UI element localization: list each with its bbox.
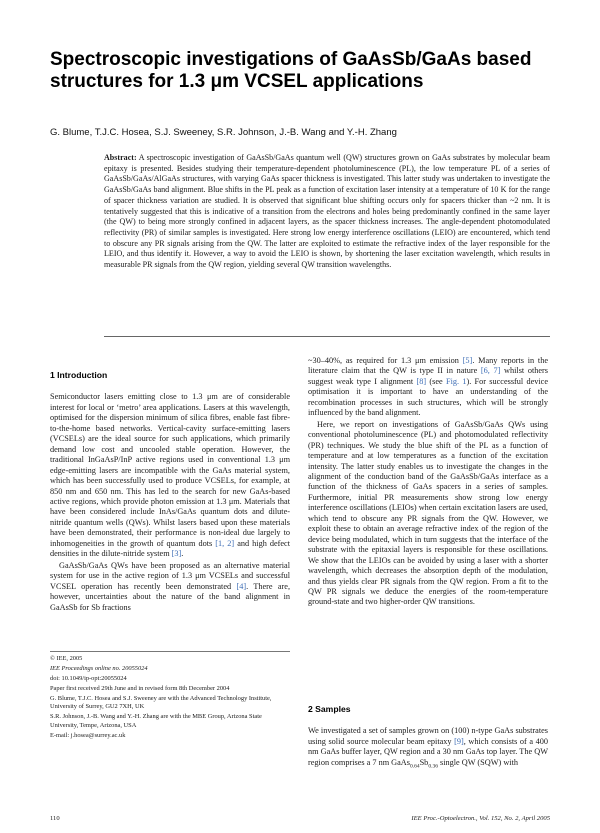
author-list: G. Blume, T.J.C. Hosea, S.J. Sweeney, S.R. Johnson, J.-B. Wang and Y.-H. Zhang — [50, 127, 397, 138]
citation-link[interactable]: [9] — [454, 736, 464, 746]
proceedings-number: IEE Proceedings online no. 20055024 — [50, 665, 148, 672]
left-column — [50, 370, 290, 614]
intro-p3-text: ~30–40%, as required for 1.3 μm emission — [308, 356, 459, 365]
samples-text-b: , which consists of a 400 nm GaAs buffer layer, QW region and a 30 nm GaAs top layer. The QW region comprises a 7 nm GaAs — [308, 736, 549, 767]
intro-p3-text-d: (see — [429, 376, 443, 386]
citation-link[interactable]: [3] — [171, 549, 182, 559]
abstract-text: A spectroscopic investigation of GaAsSb/GaAs quantum well (QW) structures grown on GaAs substrates by molecular beam epitaxy is presented. Besides studying their temperature-dependent photoluminescence (PL), the low temperature PL of a series of GaAsSb/GaAs/AlGaAs structures, with varying GaAs spacer thickness is investigated. This latter study was undertaken to investigate the GaAsSb/GaAs band alignment. Blue shifts in the PL peak as a function of excitation laser intensity at a temperature of 10 K for the range of spacer thickness variation are studied. It is observed that significant blue shifting occurs only for spacers thicker than ~2 nm. It is tentatively suggested that this is indicative of a transition from the electrons and holes being predominantly confined in the same layer (the QW) to being more strongly confined in adjacent layers, as the spacer thickness increases. The angle-dependent photomodulated reflectivity (PR) of similar samples is investigated. Here strong low energy interference oscillations (LEIO) are encountered, which tend to obscure any PR signals arising from the QW. The latter are exploited to estimate the refractive index of the layer responsible for the LEIO, and thus identify it. However, a way to avoid the LEIO is shown, by shortening the laser excitation wavelength, which results in measurable PR signals from the QW region, yielding several QW transition wavelengths. — [104, 153, 551, 270]
doi: doi: 10.1049/ip-opt:20055024 — [50, 675, 127, 682]
intro-p3-text-e: ). For successful device optimisation it is important to have an understanding of the recombination processes in such structures, which will be strongly influenced by the band alignment. — [308, 376, 549, 418]
intro-paragraph-1: Semiconductor lasers emitting close to 1.3 μm are of considerable interest for local or ‘metro’ area applications. Lasers at this wavelength, optimised for the dispersion minimum of silica fibres, enable fast fibre-to-the-home based networks. Vertical-cavity surface-emitting lasers (VCSELs) are the ideal source for such applications, which primarily demand low cost and uncooled stable operation. However, the traditional InGaAsP/InP active regions used in conventional 1.3 μm edge-emitting lasers are incompatible with the GaAs material system, which has been successfully used to produce VCSELs, for example, at 850 nm and 650 nm. This has led to the search for new GaAs-based active regions, which provide photon emission at 1.3 μm. Materials that have been considered include InAs/GaAs quantum dots and dilute-nitride quantum wells (QWs). Whilst lasers based upon these materials have been demonstrated, their performance is non-ideal due largely to inhomogeneities in the growth of quantum dots [1, 2] and high defect densities in the dilute-nitride system [3]. — [50, 392, 291, 559]
citation-link[interactable]: [5] — [462, 356, 473, 365]
section-1-heading: 1 Introduction — [50, 370, 108, 380]
section-2 — [308, 704, 548, 772]
intro-p3-text-c: whilst others suggest weak type I alignment — [308, 366, 549, 386]
copyright: © IEE, 2005 — [50, 655, 83, 662]
section-2-heading: 2 Samples — [308, 704, 351, 714]
figure-link[interactable]: Fig. 1 — [445, 376, 467, 386]
article-metadata — [50, 651, 290, 742]
citation-link[interactable]: [1, 2] — [215, 538, 235, 548]
contact-email[interactable]: E-mail: j.hosea@surrey.ac.uk — [50, 731, 126, 739]
right-column — [308, 356, 548, 609]
abstract — [104, 153, 550, 271]
page-number: 110 — [50, 815, 60, 822]
affiliation-surrey: G. Blume, T.J.C. Hosea and S.J. Sweeney are with the Advanced Technology Institute, University of Surrey, GU2 7XH, UK — [50, 695, 272, 711]
metadata-divider — [50, 651, 290, 652]
intro-p1-tail: and high defect densities in the dilute-nitride system — [50, 538, 291, 559]
paper-title: Spectroscopic investigations of GaAsSb/GaAs based structures for 1.3 μm VCSEL applications — [50, 49, 532, 92]
samples-text-d: single QW (SQW) with — [437, 757, 518, 767]
abstract-label: Abstract: — [104, 153, 137, 162]
abstract-divider — [104, 336, 550, 337]
intro-paragraph-4: Here, we report on investigations of GaAsSb/GaAs QWs using conventional photoluminescence (PL) and photomodulated reflectivity (PR) techniques. We study the blue shift of the PL as a function of temperature and at low temperatures as a function of the excitation intensity. The latter study enables us to investigate the changes in the alignment of the conduction band of the GaAsSb/GaAs interface as a function of the thickness of GaAs spacers in a series of samples. Furthermore, initial PR measurements show strong low energy interference oscillations (LEIOs) when certain excitation lasers are used, which tend to obscure any PR signals from the QW. However, we exploit these to obtain an average refractive index of the region of the device being modulated, which in turn suggests that the interface of the substrate with the epitaxial layers is responsible for these oscillations. We show that the LEIOs can be avoided by using a laser with a shorter wavelength, which decreases the absorption depth of the modulation, and thus yields clear PR signals from the QW region. From a fit to the QW PR signals we deduce the energies of the room-temperature ground-state and two higher-order QW transitions. — [308, 419, 548, 607]
intro-paragraph-2 — [50, 561, 290, 613]
samples-text: We investigated a set of samples grown on (100) n-type GaAs substrates using solid source molecular beam epitaxy — [308, 726, 548, 746]
subscript: 0.36 — [428, 763, 438, 770]
citation-link[interactable]: [4] — [236, 581, 247, 591]
affiliation-asu: S.R. Johnson, J.-B. Wang and Y.-H. Zhang are with the MBE Group, Arizona State University, Tempe, Arizona, USA — [50, 713, 262, 729]
citation-link[interactable]: [8] — [416, 376, 427, 386]
intro-p3-text-b: . Many reports in the literature claim that the QW is type II in nature — [308, 356, 548, 376]
received-date: Paper first received 29th June and in revised form 8th December 2004 — [50, 685, 230, 692]
citation-link[interactable]: [6, 7] — [480, 366, 501, 376]
subscript: 0.64 — [409, 763, 420, 770]
samples-text-c: Sb — [419, 757, 429, 767]
samples-paragraph — [308, 726, 548, 771]
intro-p2-text: GaAsSb/GaAs QWs have been proposed as an alternative material system for use in the active region of 1.3 μm VCSELs and successful VCSEL operation has recently been demonstrated — [50, 560, 290, 591]
intro-p1-text: Semiconductor lasers emitting close to 1.3 μm are of considerable interest for local or ‘metro’ area applications. Lasers at this wavelength, optimised for the dispersion minimum of silica fibres, enable fast fibre-to-the-home based networks. Vertical-cavity surface-emitting lasers (VCSELs) are the ideal source for such applications, which primarily demand low cost and uncooled stable operation. However, the traditional InGaAsP/InP active regions used in conventional 1.3 μm edge-emitting lasers are incompatible with the GaAs material system, which has been successfully used to produce VCSELs, for example, at 850 nm and 650 nm. This has led to the search for new GaAs-based active regions, which provide photon emission at 1.3 μm. Materials that have been considered include InAs/GaAs quantum dots and dilute-nitride quantum wells (QWs). Whilst lasers based upon these materials have been demonstrated, their performance is non-ideal due largely to inhomogeneities in the growth of quantum dots — [50, 392, 290, 548]
intro-paragraph-3 — [308, 356, 548, 419]
journal-citation: IEE Proc.-Optoelectron., Vol. 152, No. 2, April 2005 — [411, 815, 550, 822]
intro-p2-tail: . There are, however, uncertainties about the nature of the band alignment in GaAsSb for Sb fractions — [50, 581, 291, 612]
